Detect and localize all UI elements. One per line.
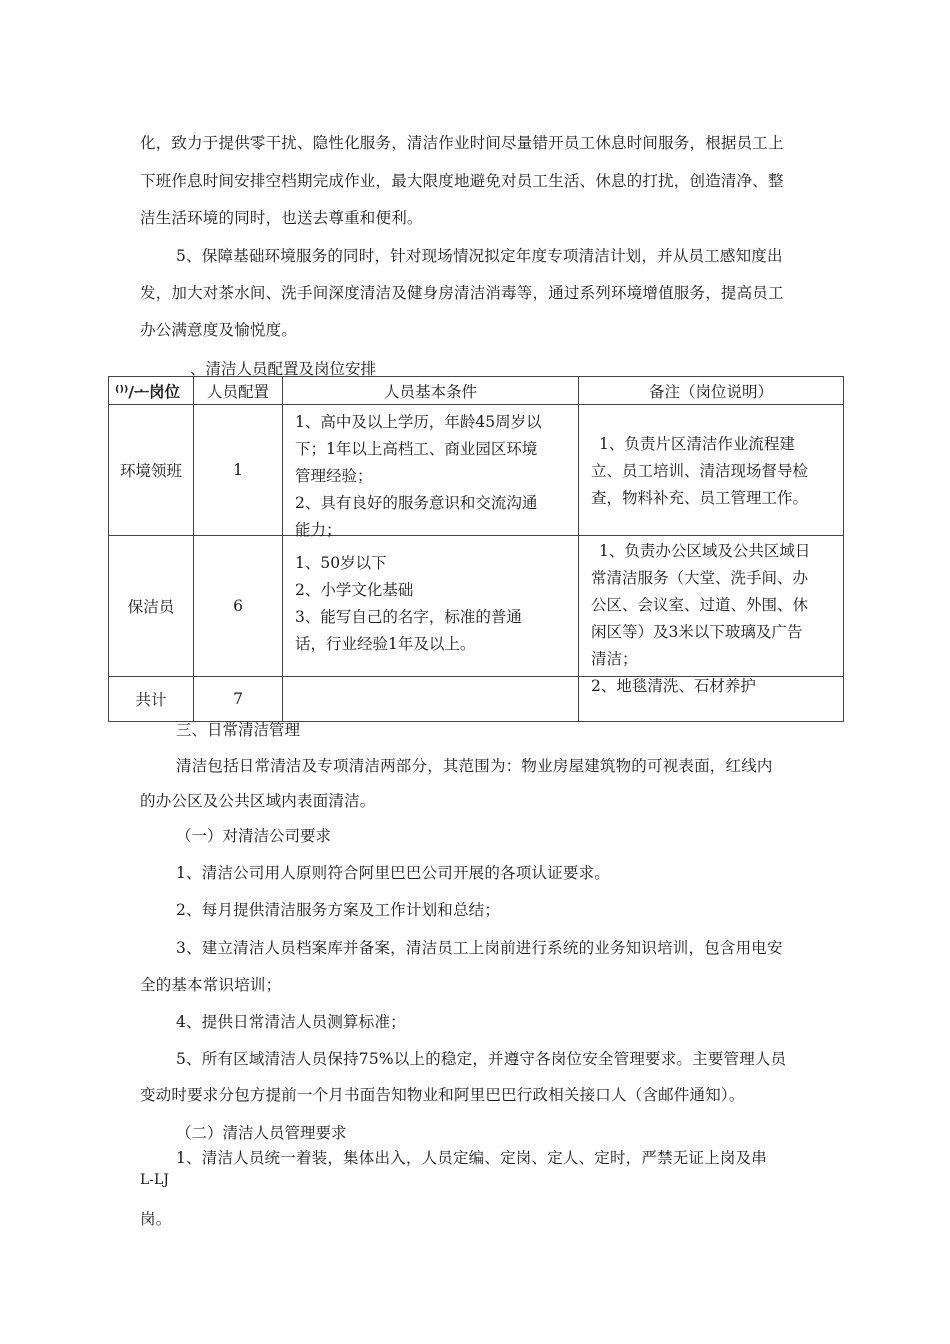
condition-line: 下；1年以上高档工、商业园区环境	[295, 440, 538, 458]
note-line: 闲区等）及3米以下玻璃及广告	[591, 623, 803, 641]
subsection-heading: （一）对清洁公司要求	[176, 827, 332, 845]
paragraph-line: 的办公区及公共区域内表面清洁。	[140, 792, 376, 810]
scan-artifact: L-LJ	[140, 1172, 169, 1188]
table-row	[109, 536, 844, 677]
count-cell: 1	[194, 405, 283, 536]
condition-line: 话，行业经验1年及以上。	[295, 635, 476, 653]
notes-cell	[579, 405, 844, 536]
table-header-row	[109, 377, 844, 405]
condition-line: 1、50岁以下	[295, 554, 387, 572]
conditions-cell	[283, 677, 579, 722]
table-row	[109, 405, 844, 536]
conditions-cell	[283, 536, 579, 677]
note-line: 查，物料补充、员工管理工作。	[591, 488, 809, 507]
note-line: 1、负责片区清洁作业流程建	[599, 434, 795, 453]
section-heading: 、清洁人员配置及岗位安排	[190, 360, 377, 378]
paragraph-line: 清洁包括日常清洁及专项清洁两部分，其范围为：物业房屋建筑物的可视表面，红线内	[176, 757, 773, 775]
table-header-cell: 备注（岗位说明）	[579, 377, 844, 405]
post-cell: 保洁员	[109, 536, 194, 677]
condition-line: 2、具有良好的服务意识和交流沟通	[295, 494, 538, 512]
count-cell: 7	[194, 677, 283, 722]
condition-line: 管理经验；	[295, 467, 373, 485]
subsection-heading: （二）清洁人员管理要求	[176, 1124, 347, 1142]
note-line: 清洁；	[591, 650, 638, 668]
note-line: 2、地毯清洗、石材养护	[591, 677, 756, 695]
condition-line: 能力；	[295, 521, 342, 539]
post-cell: 共计	[109, 677, 194, 722]
list-item: 1、清洁人员统一着装，集体出入，人员定编、定岗、定人、定时，严禁无证上岗及串	[176, 1149, 767, 1167]
paragraph-line: 洁生活环境的同时，也送去尊重和便利。	[140, 209, 423, 227]
note-line: 1、负责办公区域及公共区域日	[599, 542, 811, 560]
condition-line: 3、能写自己的名字，标准的普通	[295, 608, 522, 626]
paragraph-line: 下班作息时间安排空档期完成作业，最大限度地避免对员工生活、休息的打扰，创造清净、整	[140, 172, 784, 190]
paragraph-line: 化，致力于提供零干扰、隐性化服务，清洁作业时间尽量错开员工休息时间服务，根据员工上	[140, 134, 784, 152]
conditions-cell	[283, 405, 579, 539]
section-heading: 三、日常清洁管理	[176, 721, 301, 739]
list-item: 全的基本常识培训；	[140, 976, 282, 994]
note-line: 公区、会议室、过道、外围、休	[591, 596, 809, 614]
note-line: 立、员工培训、清洁现场督导检	[591, 461, 809, 480]
note-line: 常清洁服务（大堂、洗手间、办	[591, 569, 809, 587]
list-item: 岗。	[140, 1210, 172, 1228]
condition-line: 2、小学文化基础	[295, 581, 414, 599]
list-item: 2、每月提供清洁服务方案及工作计划和总结；	[176, 901, 501, 919]
post-cell: 环境领班	[109, 405, 194, 536]
corner-label: ⁽⁾⁾/ᅩ岗位	[115, 382, 181, 401]
paragraph-line: 发，加大对茶水间、洗手间深度清洁及健身房清洁消毒等，通过系列环境增值服务，提高员工	[140, 284, 784, 302]
table-header-cell: 人员基本条件	[283, 377, 579, 405]
staffing-table	[108, 376, 844, 722]
list-item: 变动时要求分包方提前一个月书面告知物业和阿里巴巴行政相关接口人（含邮件通知）。	[140, 1086, 745, 1104]
list-item: 5、所有区域清洁人员保持75%以上的稳定，并遵守各岗位安全管理要求。主要管理人员	[176, 1050, 787, 1068]
notes-cell	[579, 536, 844, 695]
list-item: 3、建立清洁人员档案库并备案，清洁员工上岗前进行系统的业务知识培训，包含用电安	[176, 939, 783, 957]
condition-line: 1、高中及以上学历，年龄45周岁以	[295, 413, 542, 431]
paragraph-line: 5、保障基础环境服务的同时，针对现场情况拟定年度专项清洁计划，并从员工感知度出	[176, 247, 783, 265]
paragraph-line: 办公满意度及愉悦度。	[140, 321, 298, 339]
table-header-cell	[109, 377, 194, 405]
list-item: 4、提供日常清洁人员测算标准；	[176, 1013, 406, 1031]
table-header-cell: 人员配置	[194, 377, 283, 405]
count-cell: 6	[194, 536, 283, 677]
list-item: 1、清洁公司用人原则符合阿里巴巴公司开展的各项认证要求。	[176, 864, 610, 882]
